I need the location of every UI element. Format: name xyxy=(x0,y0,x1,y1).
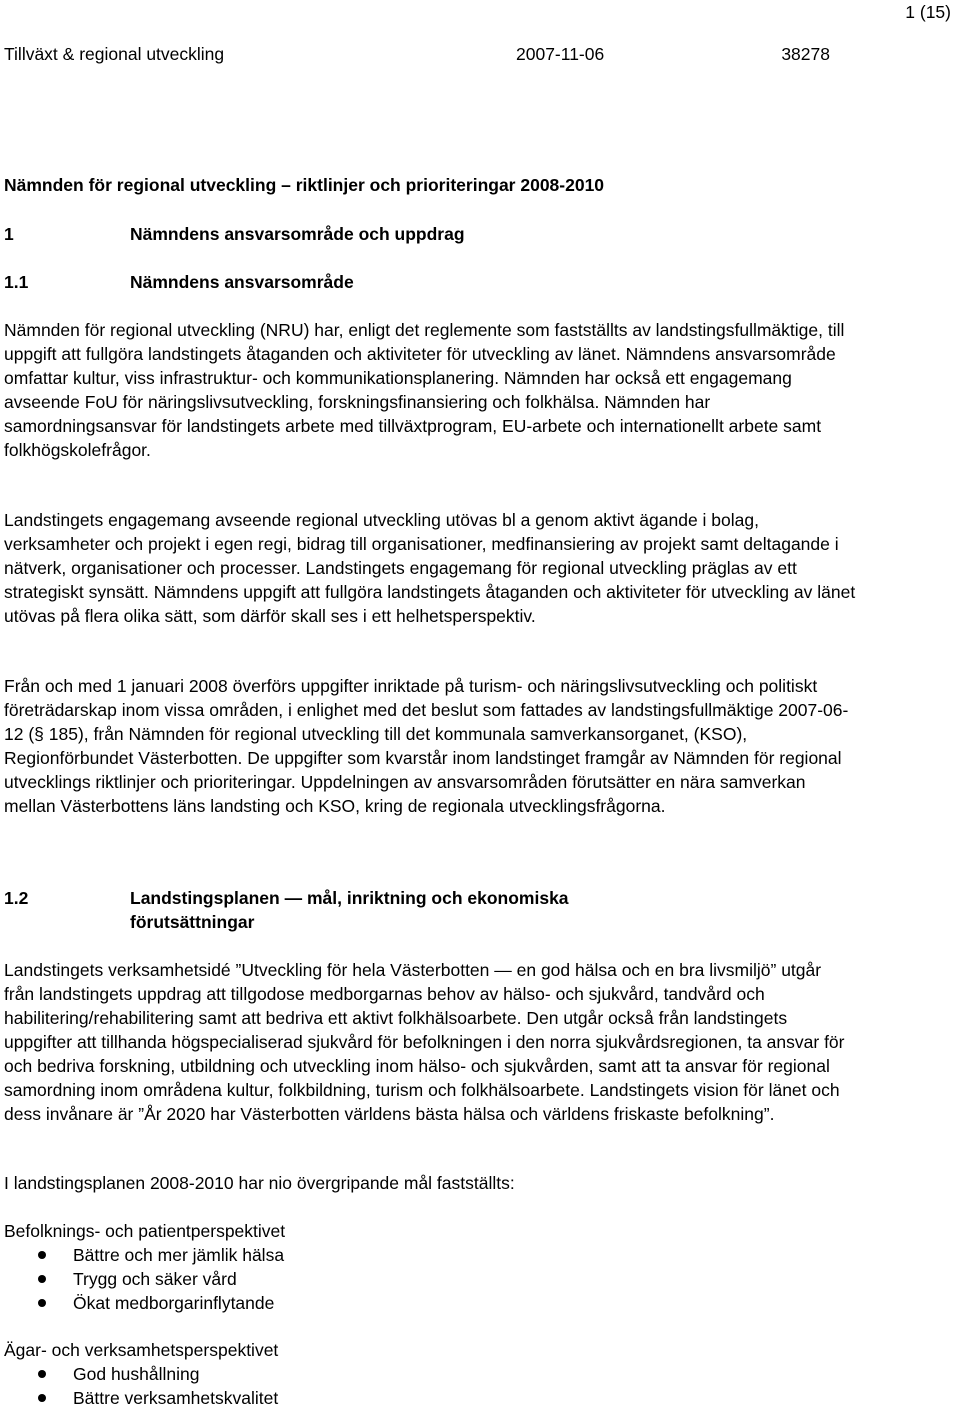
paragraph-regional-engagement: Landstingets engagemang avseende regional utveckling utövas bl a genom aktivt ägande i bolag, verksamheter och projekt i egen regi, bidrag till organisationer, medfinansiering av projekt samt deltagande i nätverk, organisationer och processer. Landstingets engagemang för regional utveckling präglas av ett strategiskt synsätt. Nämndens uppgift att fullgöra landstingets åtaganden och aktiviteter för utveckling av länet utövas på flera olika sätt, som därför skall ses i ett helhetsperspektiv. xyxy=(4,510,856,626)
section-1-heading xyxy=(4,222,856,246)
list-item: Bättre verksamhetskvalitet xyxy=(4,1386,278,1410)
header-date: 2007-11-06 xyxy=(516,44,605,64)
header-department: Tillväxt & regional utveckling xyxy=(4,44,225,64)
section-1-2-number: 1.2 xyxy=(4,888,29,908)
section-1-1-number: 1.1 xyxy=(4,272,29,292)
bullet-list-owner xyxy=(4,1362,278,1410)
section-1-1-title: Nämndens ansvarsområde xyxy=(130,272,354,292)
section-1-number: 1 xyxy=(4,224,14,244)
paragraph-goals-intro: I landstingsplanen 2008-2010 har nio övergripande mål fastställts: xyxy=(4,1173,515,1193)
paragraph-business-idea: Landstingets verksamhetsidé ”Utveckling för hela Västerbotten — en god hälsa och en bra livsmiljö” utgår från landstingets uppdrag att tillgodose medborgarnas behov av hälso- och sjukvård, tandvård och habilitering/rehabilitering samt att bedriva ett aktivt folkhälsoarbete. Den utgår också från landstingets uppgifter att tillhanda högspecialiserad sjukvård för befolkningen i den norra sjukvårdsregionen, ta ansvar för och bedriva forskning, utbildning och utveckling inom hälso- och sjukvården, samt att ta ansvar för regional samordning inom områdena kultur, folkbildning, turism och folkhälsoarbete. Landstingets vision för länet och dess invånare är ”År 2020 har Västerbotten världens bästa hälsa och världens friskaste befolkning”. xyxy=(4,960,845,1124)
list-item: God hushållning xyxy=(4,1362,278,1386)
list-item: Bättre och mer jämlik hälsa xyxy=(4,1243,284,1267)
section-1-1-heading xyxy=(4,270,856,294)
perspective-heading-owner: Ägar- och verksamhetsperspektivet xyxy=(4,1340,279,1360)
section-1-2-heading xyxy=(4,886,704,934)
page-number: 1 (15) xyxy=(905,2,951,22)
section-1-2-title: Landstingsplanen — mål, inriktning och ekonomiska förutsättningar xyxy=(130,888,569,932)
header-doc-number: 38278 xyxy=(781,44,830,64)
document-title: Nämnden för regional utveckling – riktlinjer och prioriteringar 2008-2010 xyxy=(4,175,605,195)
list-item: Trygg och säker vård xyxy=(4,1267,284,1291)
section-1-title: Nämndens ansvarsområde och uppdrag xyxy=(130,224,465,244)
paragraph-nru-responsibility: Nämnden för regional utveckling (NRU) har, enligt det reglemente som fastställts av landstingsfullmäktige, till uppgift att fullgöra landstingets åtaganden och aktiviteter för utveckling av länet. Nämndens ansvarsområde omfattar kultur, viss infrastruktur- och kommunikationsplanering. Nämnden har också ett engagemang avseende FoU för näringslivsutveckling, forskningsfinansiering och folkhälsa. Nämnden har samordningsansvar för landstingets arbete med tillväxtprogram, EU-arbete och internationellt arbete samt folkhögskolefrågor. xyxy=(4,320,845,460)
document-header xyxy=(4,42,830,66)
list-item: Ökat medborgarinflytande xyxy=(4,1291,284,1315)
bullet-list-population xyxy=(4,1243,284,1315)
perspective-heading-population: Befolknings- och patientperspektivet xyxy=(4,1221,286,1241)
paragraph-transfer-2008: Från och med 1 januari 2008 överförs uppgifter inriktade på turism- och näringslivsutveckling och politiskt företrädarskap inom vissa områden, i enlighet med det beslut som fattades av landstingsfullmäktige 2007-06-12 (§ 185), från Nämnden för regional utveckling till det kommunala samverkansorganet, (KSO), Regionförbundet Västerbotten. De uppgifter som kvarstår inom landstinget framgår av Nämnden för regional utvecklings riktlinjer och prioriteringar. Uppdelningen av ansvarsområden förutsätter en nära samverkan mellan Västerbottens läns landsting och KSO, kring de regionala utvecklingsfrågorna. xyxy=(4,676,849,816)
